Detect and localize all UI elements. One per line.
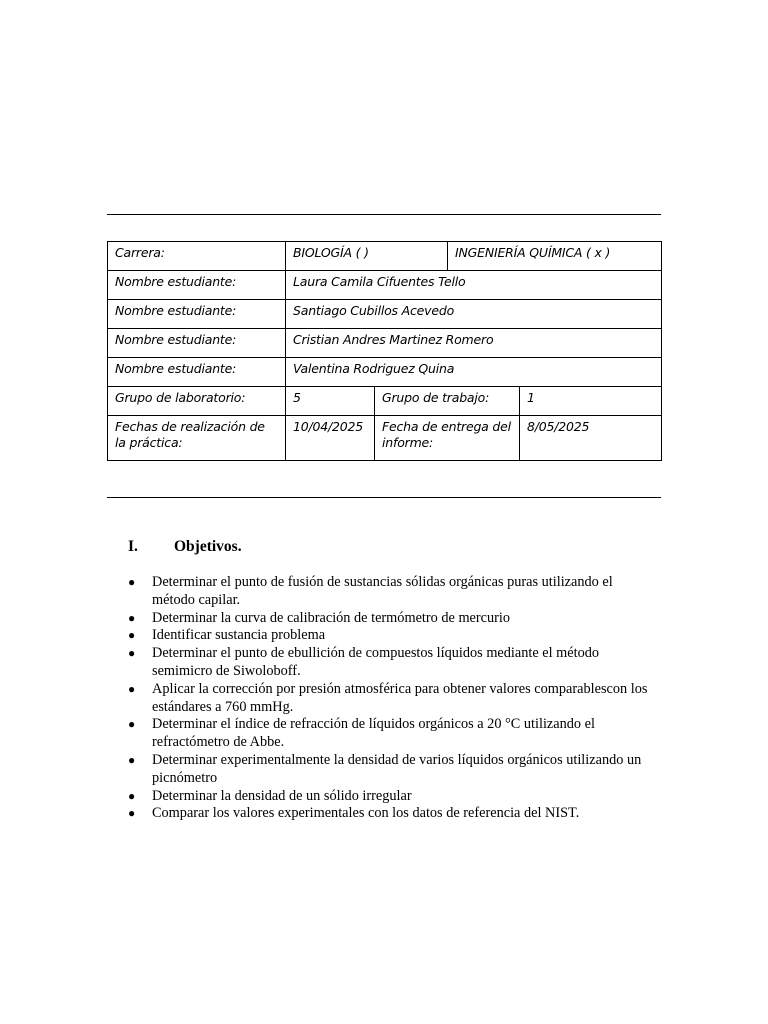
student-row xyxy=(108,358,662,387)
carrera-label: Carrera: xyxy=(108,242,286,271)
objective-item xyxy=(128,610,658,628)
group-row xyxy=(108,387,662,416)
objectives-list xyxy=(128,574,658,823)
bottom-divider xyxy=(107,497,661,498)
work-group-label: Grupo de trabajo: xyxy=(375,387,520,416)
objective-item xyxy=(128,752,658,788)
section-number: I. xyxy=(128,538,138,555)
student-label: Nombre estudiante: xyxy=(108,271,286,300)
bullet-icon: ● xyxy=(128,717,136,732)
student-label: Nombre estudiante: xyxy=(108,329,286,358)
bullet-icon: ● xyxy=(128,788,136,803)
student-name: Laura Camila Cifuentes Tello xyxy=(286,271,662,300)
delivery-date-label: Fecha de entrega del informe: xyxy=(375,416,520,461)
bullet-icon: ● xyxy=(128,806,136,821)
section-heading xyxy=(128,538,242,556)
student-info-table xyxy=(107,241,662,461)
objective-text: Aplicar la corrección por presión atmosférica para obtener valores comparablescon los estándares a 760 mmHg. xyxy=(152,680,648,715)
objective-text: Determinar el punto de ebullición de compuestos líquidos mediante el método semimicro de Siwoloboff. xyxy=(152,645,600,679)
biologia-option: BIOLOGÍA ( ) xyxy=(286,242,448,271)
work-group-value: 1 xyxy=(520,387,662,416)
objective-text: Comparar los valores experimentales con los datos de referencia del NIST. xyxy=(152,805,580,822)
student-row xyxy=(108,329,662,358)
objective-text: Determinar la curva de calibración de termómetro de mercurio xyxy=(152,609,511,626)
objective-text: Determinar el punto de fusión de sustancias sólidas orgánicas puras utilizando el método capilar. xyxy=(152,574,613,608)
ingenieria-quimica-option: INGENIERÍA QUÍMICA ( x ) xyxy=(448,242,662,271)
carrera-row xyxy=(108,242,662,271)
top-divider xyxy=(107,214,661,215)
bullet-icon: ● xyxy=(128,575,136,589)
objective-item xyxy=(128,574,658,610)
bullet-icon: ● xyxy=(128,646,136,661)
student-name: Santiago Cubillos Acevedo xyxy=(286,300,662,329)
student-row xyxy=(108,271,662,300)
objective-item xyxy=(128,788,658,806)
bullet-icon: ● xyxy=(128,610,136,625)
student-label: Nombre estudiante: xyxy=(108,300,286,329)
dates-row xyxy=(108,416,662,461)
objective-item xyxy=(128,645,658,681)
section-title: Objetivos. xyxy=(174,538,242,555)
bullet-icon: ● xyxy=(128,628,136,643)
student-name: Valentina Rodriguez Quina xyxy=(286,358,662,387)
objective-text: Determinar experimentalmente la densidad de varios líquidos orgánicos utilizando un picnómetro xyxy=(152,751,642,786)
student-name: Cristian Andres Martinez Romero xyxy=(286,329,662,358)
practice-date-label: Fechas de realización de la práctica: xyxy=(108,416,286,461)
bullet-icon: ● xyxy=(128,752,136,767)
student-row xyxy=(108,300,662,329)
objective-text: Determinar el índice de refracción de líquidos orgánicos a 20 °C utilizando el refractómetro de Abbe. xyxy=(152,716,595,751)
lab-group-value: 5 xyxy=(286,387,375,416)
objective-item xyxy=(128,681,658,717)
delivery-date-value: 8/05/2025 xyxy=(520,416,662,461)
objective-item xyxy=(128,716,658,752)
student-label: Nombre estudiante: xyxy=(108,358,286,387)
lab-group-label: Grupo de laboratorio: xyxy=(108,387,286,416)
objective-item xyxy=(128,627,658,645)
objective-item xyxy=(128,805,658,823)
objective-text: Determinar la densidad de un sólido irregular xyxy=(152,787,412,804)
bullet-icon: ● xyxy=(128,681,136,696)
practice-date-value: 10/04/2025 xyxy=(286,416,375,461)
objective-text: Identificar sustancia problema xyxy=(152,627,326,644)
